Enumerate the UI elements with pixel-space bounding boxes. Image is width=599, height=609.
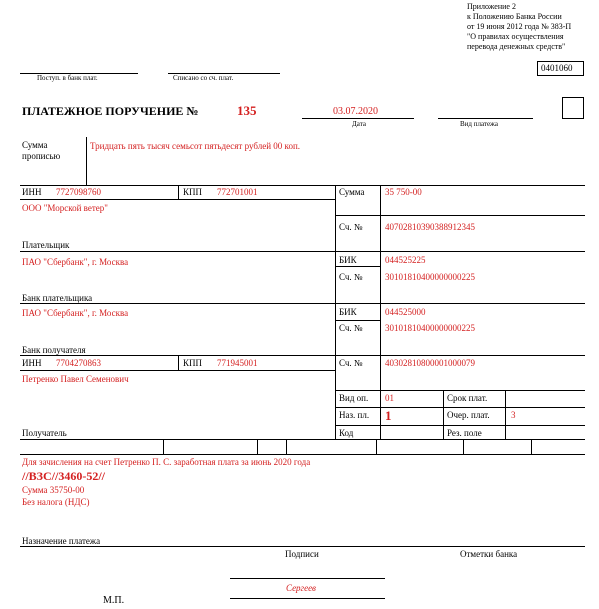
document-number: 135 bbox=[237, 103, 257, 118]
payee-bank-corr-label: Сч. № bbox=[339, 323, 363, 333]
grid-line bbox=[463, 439, 464, 454]
grid-line bbox=[335, 320, 380, 321]
signatures-label: Подписи bbox=[285, 549, 319, 559]
payer-bank-corr: 30101810400000000225 bbox=[385, 272, 475, 282]
payee-inn: 7704270863 bbox=[56, 358, 101, 368]
grid-line bbox=[335, 266, 380, 267]
payee-role-label: Получатель bbox=[22, 428, 67, 438]
appendix-line-3: от 19 июня 2012 года № 383-П bbox=[467, 22, 572, 31]
amount-words-label-1: Сумма bbox=[22, 140, 48, 150]
grid-line bbox=[20, 185, 585, 186]
payee-bank-bik-label: БИК bbox=[339, 307, 357, 317]
grid-line bbox=[335, 185, 336, 439]
payee-kpp-label: КПП bbox=[183, 358, 203, 368]
grid-line bbox=[380, 185, 381, 439]
grid-line bbox=[335, 390, 585, 391]
form-status-box bbox=[562, 97, 584, 119]
purpose-line-4: Без налога (НДС) bbox=[22, 497, 90, 507]
operation-type-label: Вид оп. bbox=[339, 393, 369, 403]
payee-bank-bik: 044525000 bbox=[385, 307, 426, 317]
payee-bank-role-label: Банк получателя bbox=[22, 345, 86, 355]
amount-words-value: Тридцать пять тысяч семьсот пятьдесят рублей 00 коп. bbox=[90, 141, 301, 151]
payee-bank-corr: 30101810400000000225 bbox=[385, 323, 475, 333]
document-date: 03.07.2020 bbox=[333, 106, 378, 117]
appendix-line-2: к Положению Банка России bbox=[467, 12, 562, 21]
payee-inn-label: ИНН bbox=[22, 358, 42, 368]
grid-line bbox=[20, 199, 335, 200]
date-label: Дата bbox=[352, 120, 366, 128]
date-line bbox=[302, 118, 414, 119]
grid-line bbox=[178, 355, 179, 370]
payee-account: 40302810800001000079 bbox=[385, 358, 475, 368]
amount-label: Сумма bbox=[339, 187, 365, 197]
purpose-line-3: Сумма 35750-00 bbox=[22, 485, 85, 495]
grid-line bbox=[335, 407, 585, 408]
page-title: ПЛАТЕЖНОЕ ПОРУЧЕНИЕ № bbox=[22, 104, 199, 118]
amount-words-divider bbox=[86, 137, 87, 185]
payment-order-label: Очер. плат. bbox=[447, 410, 490, 420]
grid-line bbox=[20, 546, 585, 547]
grid-line bbox=[20, 303, 585, 304]
bank-marks-label: Отметки банка bbox=[460, 549, 518, 559]
grid-line bbox=[335, 215, 585, 216]
purpose-label: Назначение платежа bbox=[22, 536, 101, 546]
payer-bank-role-label: Банк плательщика bbox=[22, 293, 93, 303]
purpose-line-1: Для зачисления на счет Петренко П. С. заработная плата за июнь 2020 года bbox=[22, 457, 311, 467]
purpose-line-2: //ВЗС//3460-52// bbox=[22, 469, 106, 483]
payee-account-label: Сч. № bbox=[339, 358, 363, 368]
code-label: Код bbox=[339, 428, 354, 438]
grid-line bbox=[257, 439, 258, 454]
payer-bank-name: ПАО "Сбербанк", г. Москва bbox=[22, 257, 129, 267]
grid-line bbox=[20, 370, 335, 371]
appendix-line-4: "О правилах осуществления bbox=[467, 32, 564, 41]
grid-line bbox=[20, 439, 585, 440]
received-label: Поступ. в банк плат. bbox=[37, 74, 98, 82]
grid-line bbox=[531, 439, 532, 454]
grid-line bbox=[20, 251, 585, 252]
amount-words-label-2: прописью bbox=[22, 151, 61, 161]
payer-inn: 7727098760 bbox=[56, 187, 101, 197]
signature-line bbox=[230, 598, 385, 599]
payer-account: 40702810390388912345 bbox=[385, 222, 475, 232]
payer-bank-corr-label: Сч. № bbox=[339, 272, 363, 282]
payer-name: ООО "Морской ветер" bbox=[22, 203, 108, 213]
signature-line bbox=[230, 578, 385, 579]
appendix-line-5: перевода денежных средств" bbox=[467, 42, 566, 51]
payer-kpp: 772701001 bbox=[217, 187, 258, 197]
grid-line bbox=[178, 185, 179, 199]
debited-label: Списано со сч. плат. bbox=[173, 74, 234, 82]
payment-purpose-code-label: Наз. пл. bbox=[339, 410, 370, 420]
grid-line bbox=[443, 390, 444, 439]
signature-value: Сергеев bbox=[286, 583, 316, 593]
payment-type-label: Вид платежа bbox=[460, 120, 499, 128]
payer-inn-label: ИНН bbox=[22, 187, 42, 197]
payer-account-label: Сч. № bbox=[339, 222, 363, 232]
payment-term-label: Срок плат. bbox=[447, 393, 488, 403]
payer-bank-bik: 044525225 bbox=[385, 255, 426, 265]
payment-purpose-code-value: 1 bbox=[385, 408, 392, 423]
grid-line bbox=[335, 425, 585, 426]
payee-bank-name: ПАО "Сбербанк", г. Москва bbox=[22, 308, 129, 318]
reserve-field-label: Рез. поле bbox=[447, 428, 482, 438]
grid-line bbox=[376, 439, 377, 454]
operation-type-value: 01 bbox=[385, 393, 394, 403]
amount-value: 35 750-00 bbox=[385, 187, 422, 197]
appendix-line-1: Приложение 2 bbox=[467, 2, 516, 11]
grid-line bbox=[20, 454, 585, 455]
payer-role-label: Плательщик bbox=[22, 240, 70, 250]
stamp-label: М.П. bbox=[103, 595, 125, 606]
grid-line bbox=[286, 439, 287, 454]
payer-kpp-label: КПП bbox=[183, 187, 203, 197]
payment-order-value: 3 bbox=[511, 410, 516, 420]
payer-bank-bik-label: БИК bbox=[339, 255, 357, 265]
grid-line bbox=[505, 390, 506, 439]
payment-type-line bbox=[438, 118, 533, 119]
form-code: 0401060 bbox=[541, 63, 573, 73]
payee-kpp: 771945001 bbox=[217, 358, 258, 368]
grid-line bbox=[20, 355, 585, 356]
payee-name: Петренко Павел Семенович bbox=[22, 374, 129, 384]
grid-line bbox=[163, 439, 164, 454]
